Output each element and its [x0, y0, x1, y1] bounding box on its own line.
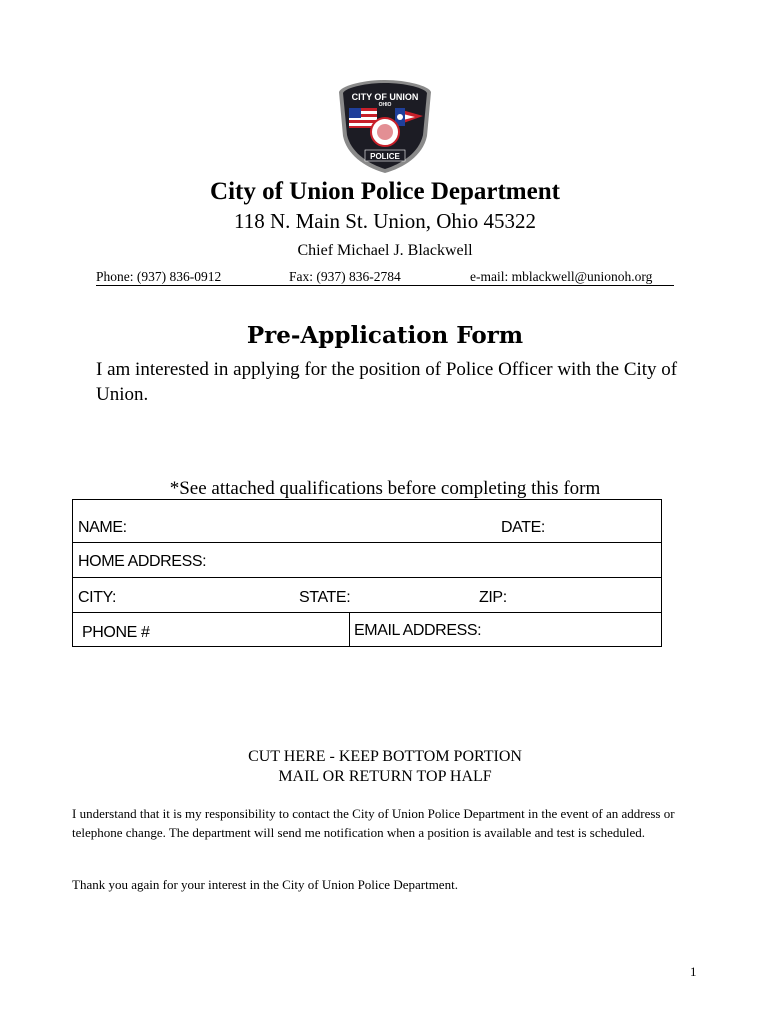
fax-number: Fax: (937) 836-2784: [289, 269, 401, 284]
form-row-city: [73, 578, 661, 613]
page-number: 1: [690, 964, 697, 979]
responsibility-paragraph: I understand that it is my responsibility to contact the City of Union Police Department in the event of an address or telephone change. The department will send me notification when a position is available and test is scheduled.: [72, 806, 675, 840]
department-address: 118 N. Main St. Union, Ohio 45322: [234, 209, 536, 233]
city-field[interactable]: CITY:: [78, 589, 117, 606]
badge-arc-text: CITY OF UNION: [351, 92, 419, 102]
state-field[interactable]: STATE:: [299, 589, 351, 606]
phone-number: Phone: (937) 836-0912: [96, 269, 222, 284]
department-title: City of Union Police Department: [210, 178, 560, 205]
phone-field[interactable]: PHONE #: [82, 624, 150, 641]
email-address[interactable]: e-mail: mblackwell@unionoh.org: [470, 269, 653, 284]
column-divider: [349, 613, 350, 647]
zip-field[interactable]: ZIP:: [479, 589, 507, 606]
name-field[interactable]: NAME:: [78, 519, 127, 536]
badge-state-text: OHIO: [378, 102, 392, 108]
application-fields-table: [72, 499, 662, 647]
police-badge-logo: [337, 78, 433, 174]
form-title: Pre-Application Form: [246, 322, 524, 349]
chief-name: Chief Michael J. Blackwell: [297, 242, 473, 259]
home-address-field[interactable]: HOME ADDRESS:: [78, 553, 207, 570]
form-row-address: [73, 543, 661, 578]
cut-instructions: [0, 747, 770, 787]
thank-you-paragraph: Thank you again for your interest in the City of Union Police Department.: [72, 877, 458, 892]
cut-line-2: MAIL OR RETURN TOP HALF: [278, 768, 492, 785]
date-field[interactable]: DATE:: [501, 519, 545, 536]
email-address-field[interactable]: EMAIL ADDRESS:: [354, 622, 482, 639]
intro-text: I am interested in applying for the position of Police Officer with the City of Union.: [96, 359, 678, 405]
cut-line-1: CUT HERE - KEEP BOTTOM PORTION: [248, 748, 522, 765]
form-row-contact: [73, 613, 661, 647]
contact-underline: [96, 285, 674, 286]
badge-banner-text: POLICE: [370, 152, 400, 161]
qualifications-note: *See attached qualifications before completing this form: [169, 478, 601, 499]
form-row-name: [73, 500, 661, 543]
